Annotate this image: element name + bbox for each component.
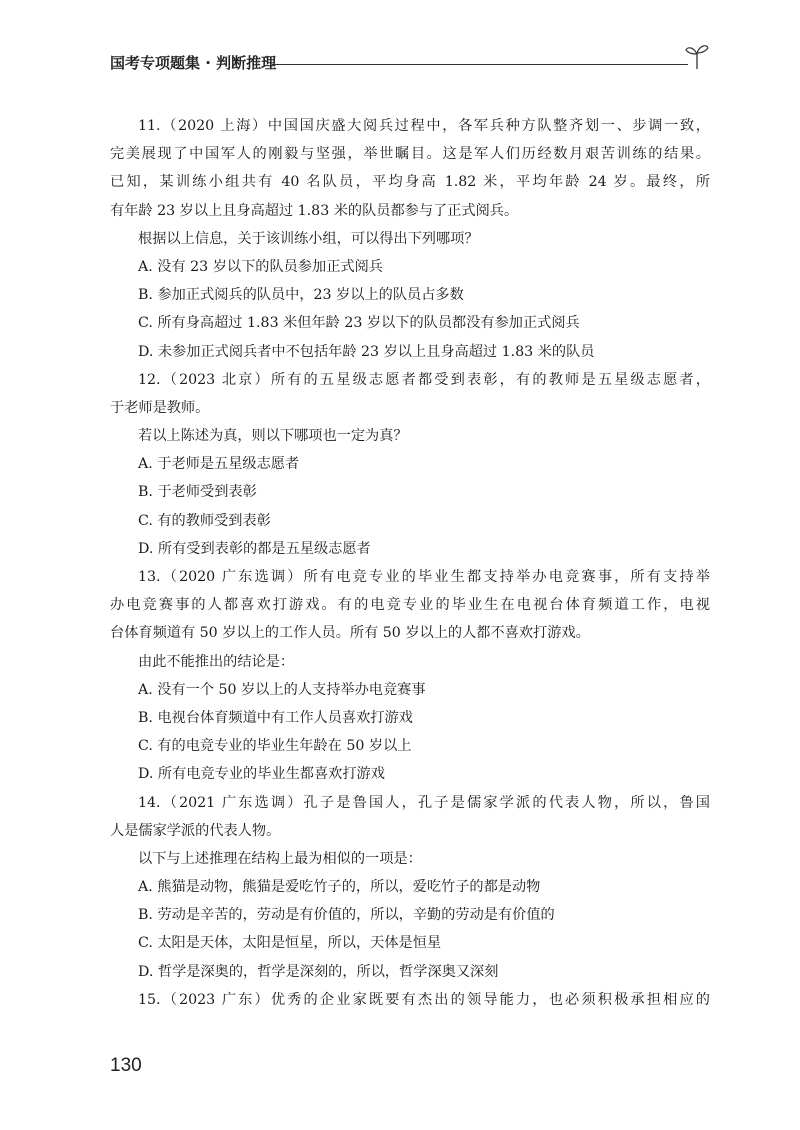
header-rule [272, 64, 688, 65]
option-d: D. 哲学是深奥的，哲学是深刻的，所以，哲学深奥又深刻 [138, 963, 499, 980]
stem-line: 15.（2023 广东）优秀的企业家既要有杰出的领导能力，也必须积极承担相应的 [138, 991, 710, 1008]
question-13 [110, 563, 710, 789]
option-d: D. 未参加正式阅兵者中不包括年龄 23 岁以上且身高超过 1.83 米的队员 [138, 343, 595, 360]
sprout-icon [684, 42, 710, 70]
header-title: 国考专项题集 · 判断推理 [110, 54, 277, 72]
option-c: C. 太阳是天体，太阳是恒星，所以，天体是恒星 [138, 935, 442, 952]
question-14 [110, 789, 710, 986]
question-12 [110, 366, 710, 563]
stem-line: 完美展现了中国军人的刚毅与坚强，举世瞩目。这是军人们历经数月艰苦训练的结果。 [110, 146, 710, 163]
page-number: 130 [110, 1055, 142, 1076]
stem-line: 人是儒家学派的代表人物。 [110, 822, 281, 839]
stem-line: 14.（2021 广东选调）孔子是鲁国人，孔子是儒家学派的代表人物，所以，鲁国 [138, 794, 710, 811]
option-a: A. 于老师是五星级志愿者 [138, 456, 300, 473]
stem-line: 11.（2020 上海）中国国庆盛大阅兵过程中，各军兵种方队整齐划一、步调一致， [138, 118, 710, 134]
option-b: B. 参加正式阅兵的队员中，23 岁以上的队员占多数 [138, 287, 464, 304]
running-header [110, 50, 710, 80]
question-prompt: 由此不能推出的结论是： [138, 653, 295, 670]
option-c: C. 有的电竞专业的毕业生年龄在 50 岁以上 [138, 738, 412, 755]
stem-line: 已知，某训练小组共有 40 名队员，平均身高 1.82 米，平均年龄 24 岁。最终，所 [110, 174, 710, 191]
stem-line: 有年龄 23 岁以上且身高超过 1.83 米的队员都参与了正式阅兵。 [110, 202, 519, 219]
option-b: B. 劳动是辛苦的，劳动是有价值的，所以，辛勤的劳动是有价值的 [138, 907, 555, 924]
option-c: C. 有的教师受到表彰 [138, 512, 271, 529]
question-list [110, 112, 710, 1014]
option-d: D. 所有电竞专业的毕业生都喜欢打游戏 [138, 766, 385, 783]
option-b: B. 电视台体育频道中有工作人员喜欢打游戏 [138, 709, 413, 726]
stem-line: 12.（2023 北京）所有的五星级志愿者都受到表彰，有的教师是五星级志愿者， [138, 371, 710, 388]
option-a: A. 熊猫是动物，熊猫是爱吃竹子的，所以，爱吃竹子的都是动物 [138, 879, 541, 896]
option-a: A. 没有 23 岁以下的队员参加正式阅兵 [138, 258, 383, 275]
question-15 [110, 986, 710, 1014]
question-prompt: 根据以上信息，关于该训练小组，可以得出下列哪项？ [138, 230, 479, 247]
option-d: D. 所有受到表彰的都是五星级志愿者 [138, 540, 371, 557]
stem-line: 台体育频道有 50 岁以上的工作人员。所有 50 岁以上的人都不喜欢打游戏。 [110, 625, 590, 642]
option-b: B. 于老师受到表彰 [138, 484, 257, 501]
stem-line: 办电竞赛事的人都喜欢打游戏。有的电竞专业的毕业生在电视台体育频道工作，电视 [110, 597, 710, 614]
question-prompt: 若以上陈述为真，则以下哪项也一定为真？ [138, 428, 408, 445]
question-prompt: 以下与上述推理在结构上最为相似的一项是： [138, 850, 422, 867]
question-11 [110, 112, 710, 366]
option-c: C. 所有身高超过 1.83 米但年龄 23 岁以下的队员都没有参加正式阅兵 [138, 315, 580, 332]
stem-line: 于老师是教师。 [110, 399, 210, 416]
stem-line: 13.（2020 广东选调）所有电竞专业的毕业生都支持举办电竞赛事，所有支持举 [138, 569, 710, 585]
option-a: A. 没有一个 50 岁以上的人支持举办电竞赛事 [138, 681, 426, 698]
